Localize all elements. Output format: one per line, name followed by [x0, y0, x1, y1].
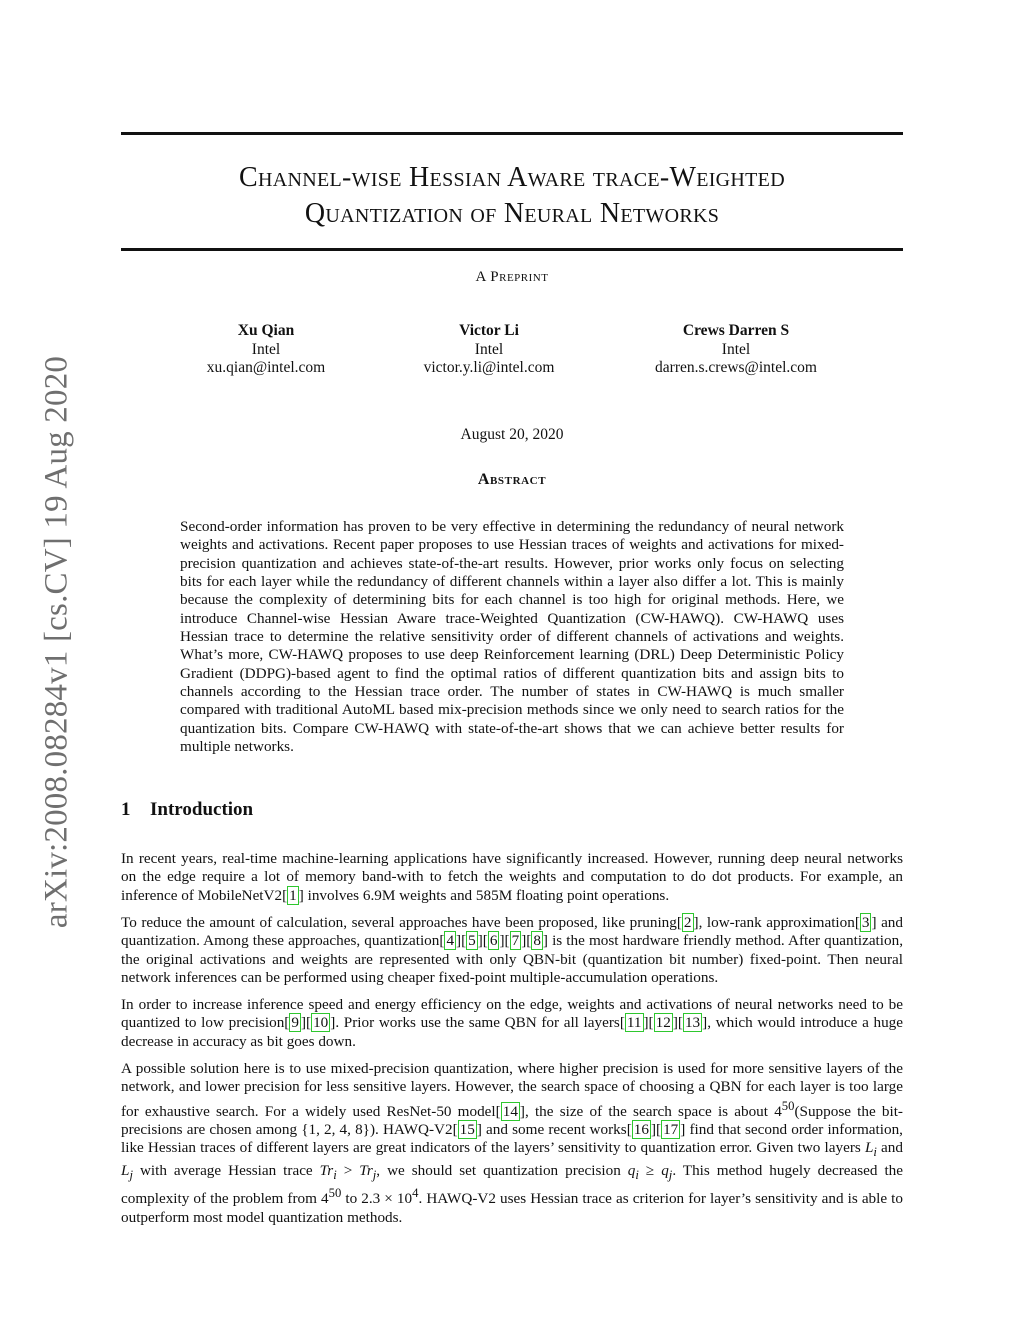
- citation-link[interactable]: 11: [626, 1014, 642, 1032]
- math-operator: ≥: [638, 1161, 662, 1179]
- author-name: Crews Darren S: [682, 322, 790, 339]
- author-email: victor.y.li@intel.com: [423, 359, 555, 376]
- section-number: 1: [121, 799, 131, 820]
- citation-link[interactable]: 12: [655, 1014, 671, 1032]
- author-email: xu.qian@intel.com: [206, 359, 326, 376]
- text-run: , low-rank approximation: [698, 914, 855, 931]
- math-var: Tr: [319, 1161, 334, 1179]
- citation-link[interactable]: 14: [502, 1102, 518, 1120]
- paragraph-1: In recent years, real-time machine-learning applications have significantly increased. However, running deep neural networks on the edge require a lot of memory band-with to fetch the weights and computation to do dot products. For example, an inference of MobileNetV2[ 1 ] involves 6.9M weights and 585M floating point operations.: [121, 850, 903, 904]
- math-subscript: i: [635, 1167, 639, 1182]
- text-run: In order to increase inference speed and energy efficiency on the edge, weights and activations of neural networks need to be quantized to low precision: [121, 996, 903, 1032]
- abstract-heading: Abstract: [477, 471, 547, 488]
- arxiv-sidebar-id: arXiv:2008.08284v1 [cs.CV] 19 Aug 2020: [38, 355, 75, 929]
- paper-title: [121, 160, 903, 232]
- math-subscript: i: [873, 1145, 877, 1160]
- author-block-1: [136, 322, 396, 378]
- paragraph-3: In order to increase inference speed and energy efficiency on the edge, weights and activations of neural networks need to be quantized to low precision[ 9 ][ 10 ]. Prior works use the same QBN for all layers[ 11 ][ 12 ][ 13 ], which would introduce a huge decrease in accuracy as bit goes down.: [121, 996, 903, 1050]
- title-line-1: Channel-wise Hessian Aware trace-Weighted: [239, 162, 785, 193]
- math-base: 4: [774, 1102, 782, 1120]
- section-title: Introduction: [150, 799, 254, 820]
- math-var: Tr: [359, 1161, 373, 1179]
- math-subscript: j: [668, 1167, 673, 1182]
- text-run: to: [341, 1190, 362, 1208]
- text-run: and: [876, 1139, 903, 1157]
- citation-link[interactable]: 1: [289, 886, 297, 904]
- text-run: , which would introduce a huge decrease in accuracy as bit goes down.: [121, 1014, 903, 1050]
- paragraph-4: A possible solution here is to use mixed-precision quantization, where higher precision is used for more sensitive layers of the network, and lower precision for less sensitive layers. However, the search space of choosing a QBN for each layer is too large for exhaustive search. For a widely used ResNet-50 model[ 14 ], the size of the search space is about $4^{50}(Suppose$ the bit-precisions are chosen among {1, 2, 4, 8}). HAWQ-V2[ 15 ] and some recent works[ 16 ][ 17 ] find that second order information, like Hessian traces of different layers are great indicators of the layers’ sensitivity to quantization error. Given two layers $L_i$ and $L_j$ with average Hessian trace $Tr_i > Tr_j$, we should set quantization precision $q_i \ge q_j$. This method hugely decreased the complexity of the problem from $4^{50}$ to $2.3 \times 10^4$. HAWQ-V2 uses Hessian trace as criterion for layer’s sensitivity and is able to outperform most model quantization methods.: [121, 1060, 904, 1226]
- bottom-rule: [121, 248, 903, 251]
- text-run: A possible solution here is to use mixed-precision quantization, where higher precision is used for more sensitive layers of the network, and lower precision for less sensitive layers. However, the search space of choosing a QBN for each layer is too large for exhaustive search. For a widely used ResNet-50 model: [121, 1060, 903, 1120]
- text-run: . Prior works use the same QBN for all layers: [335, 1014, 620, 1032]
- paper-date: August 20, 2020: [460, 426, 564, 443]
- math-exponent: 50: [328, 1186, 342, 1201]
- author-block-2: [359, 322, 619, 378]
- section-heading: [121, 799, 253, 821]
- math-exponent: 50: [781, 1098, 795, 1113]
- author-block-3: [606, 322, 866, 378]
- author-affiliation: Intel: [721, 340, 751, 358]
- math-exponent: 4: [412, 1186, 419, 1201]
- math-subscript: j: [129, 1167, 133, 1182]
- citation-link[interactable]: 2: [683, 914, 692, 931]
- author-affiliation: Intel: [474, 340, 504, 358]
- text-run: . This method hugely decreased the complexity of the problem from: [121, 1161, 904, 1208]
- paragraph-2: To reduce the amount of calculation, several approaches have been proposed, like pruning[ 2 ], low-rank approximation[ 3 ] and quantization. Among these approaches, quantization[ 4 ][ 5 ][ 6 ][ 7 ][ 8 ] is the most hardware friendly method. After quantization, the original activations and weights are represented with only QBN-bit (quantization bit number) fixed-point. Then neural network inferences can be performed using cheaper fixed-point multiple-accumulation operations.: [121, 914, 903, 987]
- math-set: {1, 2, 4, 8}: [301, 1121, 370, 1139]
- title-line-2: Quantization of Neural Networks: [304, 198, 720, 229]
- citation-link[interactable]: 4: [446, 932, 455, 950]
- text-run: , we should set quantization precision: [376, 1161, 628, 1179]
- author-email: darren.s.crews@intel.com: [655, 359, 817, 376]
- text-run: and some recent works: [481, 1121, 627, 1139]
- citation-link[interactable]: 5: [468, 932, 476, 950]
- text-run: (Suppose the bit-precisions are chosen among: [121, 1102, 903, 1139]
- top-rule: [121, 132, 903, 135]
- author-name: Victor Li: [459, 322, 519, 339]
- citation-link[interactable]: 8: [533, 932, 541, 950]
- math-subscript: j: [372, 1167, 377, 1182]
- citation-link[interactable]: 13: [684, 1014, 701, 1032]
- abstract-text: Second-order information has proven to be very effective in determining the redundancy of neural network weights and activations. Recent paper proposes to use Hessian traces of weights and activations for mixed-precision quantization and achieves state-of-the-art results. However, prior works only focus on selecting bits for each layer while the redundancy of different channels within a layer also differ a lot. This is mainly because the complexity of determining bits for each channel is too high for original methods. Here, we introduce Channel-wise Hessian Aware trace-Weighted Quantization (CW-HAWQ). CW-HAWQ uses Hessian trace to determine the relative sensitivity order of different channels of activations and weights. What’s more, CW-HAWQ proposes to use deep Reinforcement learning (DRL) Deep Deterministic Policy Gradient (DDPG)-based agent to find the optimal ratios of different quantization bits and assign bits to channels according to the Hessian trace order. The number of states in CW-HAWQ is much smaller compared with traditional AutoML based mix-precision methods since we only need to search ratios for the quantization bits. Compare CW-HAWQ with state-of-the-art shows that we can achieve better results for multiple networks.: [180, 518, 844, 756]
- text-run: and quantization. Among these approaches, quantization: [121, 914, 903, 950]
- text-run: , the size of the search space is about: [524, 1102, 775, 1120]
- text-run: find that second order information, like Hessian traces of different layers are great indicators of the layers’ sensitivity to quantization error. Given two layers: [121, 1121, 903, 1157]
- text-run: with average Hessian trace: [132, 1161, 320, 1179]
- citation-link[interactable]: 6: [489, 932, 498, 950]
- author-affiliation: Intel: [251, 340, 281, 358]
- math-var: q: [661, 1161, 669, 1179]
- text-run: To reduce the amount of calculation, several approaches have been proposed, like pruning: [121, 914, 677, 931]
- math-base: 4: [321, 1190, 329, 1208]
- text-run: In recent years, real-time machine-learning applications have significantly increased. However, running deep neural networks on the edge require a lot of memory band-with to fetch the weights and computation to do dot products. For example, an inference of MobileNetV2: [121, 850, 903, 904]
- citation-link[interactable]: 9: [291, 1014, 299, 1032]
- math-number: 2.3 × 10: [361, 1190, 413, 1208]
- text-run: involves 6.9M weights and 585M floating point operations.: [303, 886, 670, 904]
- author-name: Xu Qian: [237, 322, 295, 339]
- preprint-label: A Preprint: [475, 269, 549, 285]
- citation-link[interactable]: 3: [861, 914, 870, 931]
- math-var: L: [864, 1139, 874, 1157]
- citation-link[interactable]: 15: [459, 1121, 475, 1139]
- math-subscript: i: [333, 1167, 337, 1182]
- citation-link[interactable]: 17: [663, 1121, 679, 1139]
- math-var: L: [121, 1161, 130, 1179]
- text-run: is the most hardware friendly method. After quantization, the original activations and weights are represented with only QBN-bit (quantization bit number) fixed-point. Then neural network inferences can be performed using cheaper fixed-point multiple-accumulation operations.: [121, 932, 903, 987]
- math-var: q: [627, 1161, 636, 1179]
- text-run: ). HAWQ-V2: [369, 1121, 453, 1139]
- citation-link[interactable]: 10: [313, 1014, 329, 1032]
- math-operator: >: [336, 1161, 360, 1179]
- citation-link[interactable]: 7: [511, 932, 520, 950]
- text-run: . HAWQ-V2 uses Hessian trace as criterion for layer’s sensitivity and is able to outperform most model quantization methods.: [121, 1190, 903, 1226]
- citation-link[interactable]: 16: [633, 1121, 649, 1139]
